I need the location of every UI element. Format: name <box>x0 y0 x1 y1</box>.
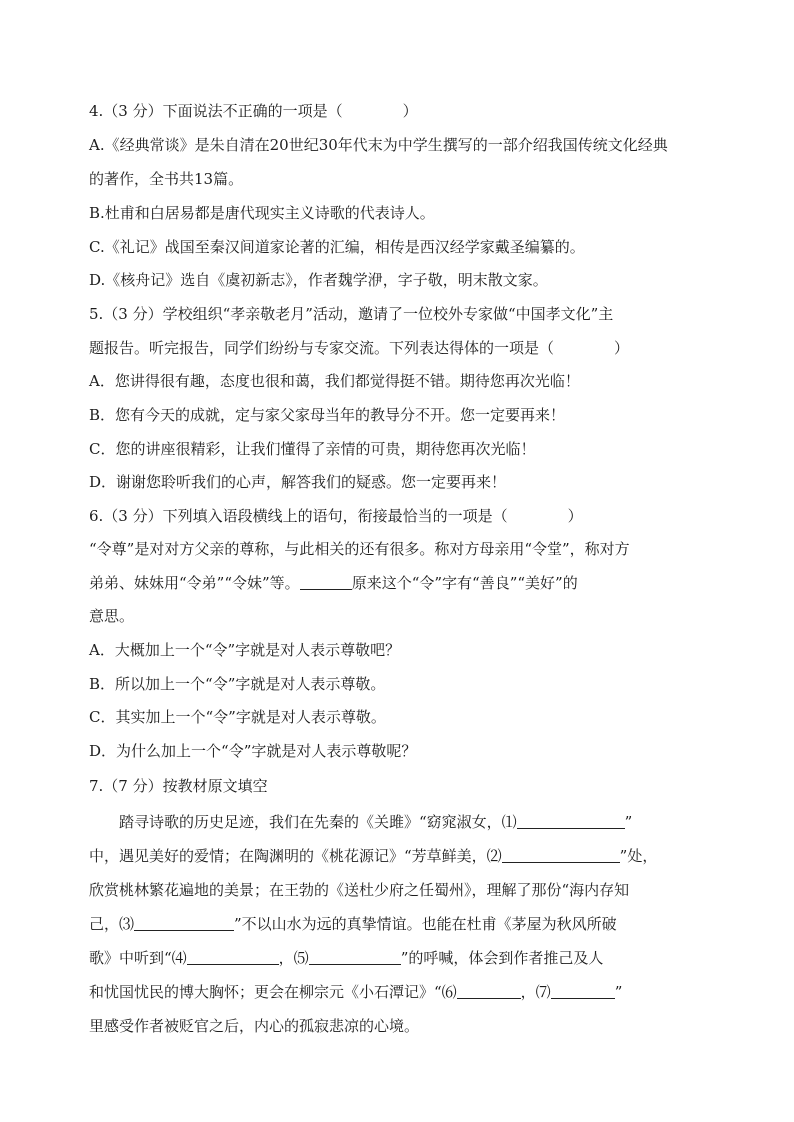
q6-passage-line1: “令尊”是对对方父亲的尊称，与此相关的还有很多。称对方母亲用“令堂”，称对方 <box>89 540 630 558</box>
q7-line4-end: ”不以山水为远的真挚情谊。也能在杜甫《茅屋为秋风所破 <box>234 915 617 933</box>
q5-option-b: B．您有今天的成就，定与家父家母当年的教导分不开。您一定要再来！ <box>89 406 566 424</box>
q4-option-d: D.《核舟记》选自《虞初新志》，作者魏学洢，字子敬，明末散文家。 <box>89 271 548 289</box>
q7-stem: 7.（7 分）按教材原文填空 <box>89 777 268 795</box>
blank-3[interactable] <box>134 915 234 931</box>
q7-line6-quote: ” <box>614 983 623 1001</box>
q6-option-d: D．为什么加上一个“令”字就是对人表示尊敬呢？ <box>89 742 417 760</box>
q5-option-a: A．您讲得很有趣，态度也很和蔼，我们都觉得挺不错。期待您再次光临！ <box>89 372 580 390</box>
q7-line6-text: 和忧国忧民的博大胸怀；更会在柳宗元《小石潭记》“⑹ <box>89 983 457 1001</box>
q6-option-b: B．所以加上一个“令”字就是对人表示尊敬。 <box>89 675 386 693</box>
q7-line2-end: ”处， <box>619 847 658 865</box>
q5-stem-line2: 题报告。听完报告，同学们纷纷与专家交流。下列表达得体的一项是（ ） <box>89 339 630 357</box>
q4-option-a-line1: A.《经典常谈》是朱自清在20世纪30年代末为中学生撰写的一部介绍我国传统文化经典 <box>89 136 668 154</box>
q5-option-d: D．谢谢您聆听我们的心声，解答我们的疑惑。您一定要再来！ <box>89 473 507 491</box>
q5-stem-line1: 5.（3 分）学校组织“孝亲敬老月”活动，邀请了一位校外专家做“中国孝文化”主 <box>89 305 614 323</box>
q5-option-c: C．您的讲座很精彩，让我们懂得了亲情的可贵，期待您再次光临！ <box>89 440 536 458</box>
q4-option-b: B.杜甫和白居易都是唐代现实主义诗歌的代表诗人。 <box>89 204 435 222</box>
q7-line1-text: 踏寻诗歌的历史足迹，我们在先秦的《关雎》“窈窕淑女，⑴ <box>119 813 517 831</box>
q6-option-c: C．其实加上一个“令”字就是对人表示尊敬。 <box>89 708 386 726</box>
q7-line5 <box>89 948 603 968</box>
q7-line6 <box>89 982 622 1002</box>
blank-5[interactable] <box>309 949 401 965</box>
q6-fill-blank[interactable] <box>300 574 352 590</box>
q7-line6-sep: ，⑺ <box>520 983 551 1001</box>
q7-line2 <box>89 846 657 866</box>
blank-6[interactable] <box>457 983 521 999</box>
q7-line1 <box>119 812 632 832</box>
blank-2[interactable] <box>502 847 620 863</box>
blank-7[interactable] <box>551 983 615 999</box>
q7-line5-sep: ，⑸ <box>278 949 309 967</box>
q7-line2-text: 中，遇见美好的爱情；在陶渊明的《桃花源记》“芳草鲜美，⑵ <box>89 847 502 865</box>
q7-line3: 欣赏桃林繁花遍地的美景；在王勃的《送杜少府之任蜀州》，理解了那份“海内存知 <box>89 881 630 899</box>
q7-line4 <box>89 914 617 934</box>
blank-1[interactable] <box>517 813 625 829</box>
q6-option-a: A．大概加上一个“令”字就是对人表示尊敬吧？ <box>89 641 401 659</box>
q6-stem: 6.（3 分）下列填入语段横线上的语句，衔接最恰当的一项是（ ） <box>89 507 583 525</box>
blank-4[interactable] <box>187 949 279 965</box>
q7-line4-text: 己，⑶ <box>89 915 135 933</box>
q4-stem: 4.（3 分）下面说法不正确的一项是（ ） <box>89 102 418 120</box>
q7-line5-end: ”的呼喊，体会到作者推己及人 <box>400 949 604 967</box>
q6-passage-line2 <box>89 573 578 593</box>
q7-line1-quote: ” <box>624 813 633 831</box>
q6-passage-line3: 意思。 <box>89 607 135 625</box>
q4-option-c: C.《礼记》战国至秦汉间道家论著的汇编，相传是西汉经学家戴圣编纂的。 <box>89 238 585 256</box>
q6-passage-text-a: 弟弟、妹妹用“令弟”“令妹”等。 <box>89 574 300 592</box>
q7-line7: 里感受作者被贬官之后，内心的孤寂悲凉的心境。 <box>89 1017 420 1035</box>
q4-option-a-line2: 的著作，全书共13篇。 <box>89 170 244 188</box>
q6-passage-text-b: 原来这个“令”字有“善良”“美好”的 <box>351 574 578 592</box>
q7-line5-text: 歌》中听到“⑷ <box>89 949 187 967</box>
